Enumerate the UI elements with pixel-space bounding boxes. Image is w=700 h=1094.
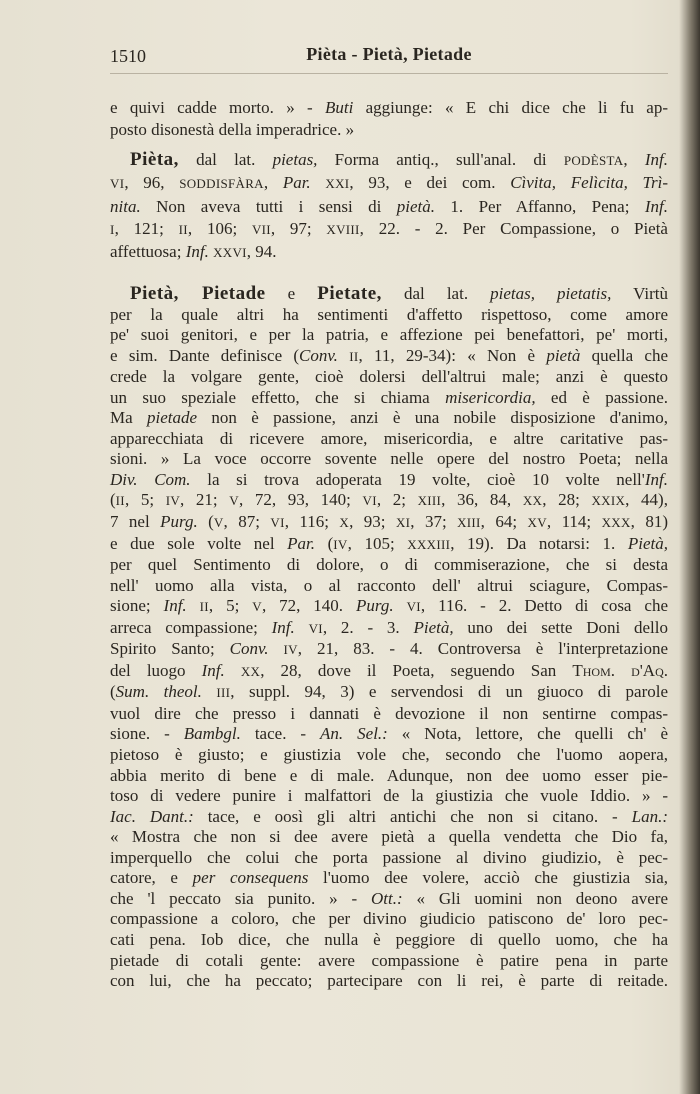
text-segment: , 93; (349, 512, 396, 532)
text-segment: aggiunge: « E chi dice che li fu ap- (353, 98, 668, 117)
small-caps-text: VII (251, 221, 271, 237)
small-caps-text: XVIII (326, 221, 360, 237)
italic-text: Iac. Dant.: (110, 806, 194, 826)
text-segment: per la quale altri ha sentimenti d'affetto rispettoso, come amore (110, 304, 668, 324)
text-segment: abbia merito di bene e di male. Adunque, non dee uomo esser pie- (110, 765, 668, 785)
text-segment: affettuosa; (110, 242, 186, 262)
italic-text: Conv. (229, 639, 269, 659)
italic-text: Sum. theol. (115, 682, 202, 702)
text-segment: , 28; (542, 490, 592, 510)
text-line (110, 534, 668, 556)
text-line (110, 119, 668, 141)
text-line (110, 490, 668, 512)
text-segment: , 21, 83. - 4. Controversa è l'interpretazione (297, 639, 668, 659)
small-caps-text: XV (527, 515, 547, 531)
text-segment: arreca compassione; (110, 617, 272, 637)
text-segment: Virtù (611, 284, 668, 303)
text-segment: , (623, 150, 645, 169)
text-line (110, 868, 668, 889)
text-segment: , 105; (347, 533, 408, 553)
text-segment: , 19). Da notarsi: 1. (450, 533, 628, 553)
text-segment: , 5; (208, 596, 253, 616)
text-segment: compassione a coloro, che per divino giudicio patiscono de' loro pec- (110, 909, 668, 929)
text-line (110, 766, 668, 787)
text-segment: , 64; (480, 512, 528, 532)
small-caps-text: XX (522, 493, 543, 509)
text-line (110, 639, 668, 661)
text-segment: Ma (110, 408, 147, 428)
text-line (110, 618, 668, 640)
text-line (110, 388, 668, 409)
text-segment (187, 596, 200, 615)
small-caps-text: VI (110, 176, 125, 192)
text-segment: crede la volgare gente, cioè dolersi dell'altrui male; anzi è questo (110, 367, 668, 387)
text-segment: « Gli uomini non deono avere (402, 888, 668, 908)
text-segment: un suo speziale effetto, che si chiama (110, 387, 446, 407)
small-caps-text: V (229, 493, 239, 509)
italic-text: pietade (147, 408, 198, 428)
text-segment: pietade di cotali gente: avere compassione è patire pena in parte (110, 950, 668, 970)
text-segment (202, 682, 216, 701)
text-segment: , 81) (630, 512, 669, 532)
text-segment (338, 346, 349, 365)
italic-text: Conv. (299, 345, 338, 365)
italic-text: Cìvita, Felìcita, Trì- (510, 173, 669, 193)
text-segment (394, 596, 407, 615)
text-segment: pietoso è giusto; e giustizia vole che, secondo che l'uomo aopera, (110, 745, 668, 765)
text-line (110, 305, 668, 326)
small-caps-text: IV (333, 536, 348, 552)
text-segment: , 116. - 2. Detto di cosa che (420, 596, 669, 616)
small-caps-text: VI (270, 515, 285, 531)
text-segment: che 'l peccato sia punito. » - (110, 888, 371, 908)
small-caps-text: XXIX (591, 493, 626, 509)
italic-text: nita. (110, 196, 141, 216)
text-line (110, 848, 668, 869)
text-segment: la si trova adoperata 19 volte, cioè 10 volte nell' (190, 469, 645, 489)
text-line (110, 682, 668, 704)
text-line (110, 724, 668, 745)
text-segment: , suppl. 94, 3) e servendosi di un giuoco di parole (230, 682, 669, 702)
text-segment: tace, e oosì gli altri antichi che non si citano. - (193, 806, 632, 826)
italic-text: Pietà, (413, 617, 454, 637)
small-caps-text: VI (406, 599, 421, 615)
small-caps-text: XI (395, 515, 411, 531)
italic-text: Inf. (644, 150, 668, 169)
italic-text: per consequens (192, 868, 309, 888)
text-line (110, 889, 668, 910)
text-line (110, 661, 668, 683)
italic-text: Inf. (644, 469, 668, 489)
italic-text: Buti (324, 98, 354, 117)
text-segment: e (265, 284, 318, 303)
page-number: 1510 (110, 46, 146, 66)
text-segment: , 22. - 2. Per Compassione, o Pietà (359, 218, 668, 238)
text-line (110, 346, 668, 368)
text-segment (311, 173, 326, 192)
text-line (110, 241, 668, 264)
italic-text: misericordia, (445, 387, 536, 407)
italic-text: pietà. (396, 196, 436, 216)
text-segment: catore, e (110, 868, 193, 888)
text-segment: « Nota, lettore, che quelli ch' è (387, 724, 668, 744)
text-segment: ( (315, 533, 334, 553)
text-line (110, 745, 668, 766)
small-caps-text: XIII (457, 515, 481, 531)
text-segment: , (263, 173, 283, 193)
running-title: Pièta - Pietà, Pietade (306, 44, 472, 64)
text-segment: quella che (580, 345, 668, 365)
text-segment: e due sole volte nel (110, 533, 288, 553)
text-line (110, 971, 668, 992)
text-line (110, 367, 668, 388)
text-line (110, 576, 668, 597)
small-caps-text: PODÈSTA (563, 153, 624, 168)
text-segment: , 5; (124, 490, 166, 510)
text-segment: posto disonestà della imperadrice. » (110, 119, 355, 139)
small-caps-text: V (213, 515, 224, 531)
text-segment: , 106; (187, 218, 252, 238)
italic-text: Par. (282, 173, 311, 193)
text-segment: del luogo (110, 660, 202, 680)
italic-text: pietà (546, 345, 581, 365)
italic-text: Inf. (271, 617, 295, 637)
small-caps-text: VI (308, 620, 323, 636)
text-segment: nell' uomo alla vista, o al racconto dell' altrui sciagure, Compas- (110, 575, 668, 595)
headword: Pietate, (317, 283, 382, 304)
text-line (110, 97, 668, 119)
text-segment: , 11, 29-34): « Non è (358, 345, 547, 365)
text-segment: ( (110, 682, 116, 702)
text-segment: vuol dire che presso i dannati è devozione il non sentirne compas- (110, 703, 668, 723)
text-segment: toso di vedere punire i malfattori de la giustizia che vuole Iddio. » - (110, 786, 668, 806)
small-caps-text: XX (240, 663, 261, 679)
small-caps-text: III (216, 685, 231, 701)
italic-text: Inf. (644, 196, 668, 216)
small-caps-text: V (252, 599, 262, 615)
text-segment (225, 661, 241, 680)
italic-text: Inf. (201, 660, 225, 680)
text-segment: per quel Sentimento di dolore, o di commiserazione, che si desta (110, 555, 668, 575)
italic-text: Lan.: (631, 806, 668, 826)
text-segment: , 96, (124, 173, 180, 193)
text-segment: imperquello che colui che porta passione al divino giudizio, è pec- (110, 847, 668, 867)
text-line (110, 218, 668, 241)
headword: Pietà, Pietade (130, 283, 266, 304)
entry-pieta-pietade-pietate (110, 284, 668, 992)
header-rule (110, 73, 668, 74)
text-segment: dal lat. (178, 150, 273, 169)
small-caps-text: I (110, 221, 115, 237)
italic-text: Par. (287, 533, 316, 553)
text-segment: , 93, e dei com. (349, 173, 511, 193)
text-segment: con lui, che ha peccato; partecipare con li rei, è parte di reitade. (110, 971, 668, 991)
paragraph-continuation (110, 97, 668, 140)
text-segment: sione. - (110, 724, 184, 744)
text-segment: , 36, 84, (441, 490, 523, 510)
text-segment: sione; (110, 596, 164, 616)
text-segment: ( (197, 512, 214, 532)
italic-text: Inf. (163, 596, 187, 616)
text-segment: Spirito Santo; (110, 639, 230, 659)
italic-text: Div. Com. (110, 469, 191, 489)
text-segment: « Mostra che non si dee avere pietà a quella vendetta che Dio fa, (110, 827, 668, 847)
small-caps-text: SODDISFÀRA (179, 176, 264, 192)
italic-text: Pietà, (627, 533, 668, 553)
italic-text: An. Sel.: (320, 724, 388, 744)
text-line (110, 555, 668, 576)
text-line (110, 470, 668, 491)
text-segment: , 94. (246, 242, 277, 262)
small-caps-text: XXX (601, 515, 631, 531)
small-caps-text: II (115, 493, 125, 509)
text-line (110, 449, 668, 470)
text-line (110, 909, 668, 930)
text-segment: , 121; (114, 218, 179, 238)
text-segment: , 2. - 3. (322, 617, 414, 637)
text-segment: , 114; (546, 512, 602, 532)
text-segment: , 21; (180, 490, 230, 510)
italic-text: Inf. (185, 242, 209, 262)
text-segment: , 37; (410, 512, 458, 532)
small-caps-text: II (178, 221, 188, 237)
small-caps-text: XIII (417, 493, 442, 509)
text-segment: l'uomo dee volere, acciò che giustizia sia, (308, 868, 669, 888)
text-segment: ed è passione. (535, 387, 668, 407)
italic-text: Purg. (356, 596, 394, 616)
small-caps-text: XXVI (213, 245, 247, 261)
small-caps-text: II (199, 599, 209, 615)
text-segment: , 28, dove il Poeta, seguendo San (260, 660, 573, 680)
text-segment: dal lat. (381, 284, 491, 303)
text-segment: tace. - (240, 724, 321, 744)
text-line (110, 149, 668, 172)
text-line (110, 429, 668, 450)
text-segment: , 87; (223, 512, 271, 532)
italic-text: Ott.: (371, 888, 403, 908)
italic-text: pietas, pietatis, (490, 284, 612, 303)
text-segment: 1. Per Affanno, Pena; (435, 196, 645, 216)
page-header (110, 44, 668, 70)
text-segment: uno dei sette Doni dello (453, 617, 668, 637)
text-line (110, 512, 668, 534)
text-segment (295, 618, 309, 637)
headword: Pièta, (130, 149, 179, 170)
italic-text: Purg. (160, 512, 198, 532)
text-segment: sioni. » La voce occorre sovente nelle opere del nostro Poeta; nella (110, 449, 668, 469)
small-caps-text: IV (165, 493, 181, 509)
text-segment: e sim. Dante definisce ( (110, 345, 300, 365)
small-caps-text: X (339, 515, 350, 531)
text-segment: Non aveva tutti i sensi di (140, 196, 397, 216)
text-segment: Forma antiq., sull'anal. di (317, 150, 564, 169)
small-caps-text: VI (362, 493, 377, 509)
text-segment: pe' suoi genitori, e per la patria, e affezione pei benefattori, pe' morti, (110, 325, 668, 345)
text-line (110, 596, 668, 618)
text-line (110, 325, 668, 346)
text-line (110, 196, 668, 218)
text-line (110, 951, 668, 972)
text-line (110, 408, 668, 429)
text-segment: , 2; (376, 490, 418, 510)
text-line (110, 930, 668, 951)
text-segment: , 72, 93, 140; (238, 490, 363, 510)
text-line (110, 704, 668, 725)
text-segment: cati pena. Iob dice, che nulla è peggiore di quello uomo, che ha (110, 929, 668, 949)
small-caps-text: Thom. d'Aq. (572, 660, 668, 680)
text-segment: , 72, 140. (261, 596, 356, 616)
small-caps-text: XXI (325, 176, 350, 192)
text-segment: , 97; (270, 218, 327, 238)
entry-pieta (110, 149, 668, 264)
text-segment: ( (110, 490, 116, 510)
text-line (110, 827, 668, 848)
text-line (110, 284, 668, 305)
small-caps-text: XXXIII (407, 536, 451, 552)
text-segment: non è passione, anzi è una nobile disposizione d'animo, (197, 408, 668, 428)
text-segment: e quivi cadde morto. » - (110, 98, 325, 117)
italic-text: Bambgl. (183, 724, 241, 744)
italic-text: pietas, (272, 150, 318, 169)
text-segment: , 116; (284, 512, 340, 532)
text-segment: 7 nel (110, 512, 161, 532)
text-line (110, 807, 668, 828)
text-segment: , 44), (625, 490, 668, 510)
text-line (110, 786, 668, 807)
text-line (110, 172, 668, 195)
text-segment (269, 639, 284, 658)
small-caps-text: IV (283, 642, 298, 658)
small-caps-text: II (349, 348, 359, 364)
text-segment: apparecchiata di ricevere amore, misericordia, e altre caritative pas- (110, 428, 668, 448)
